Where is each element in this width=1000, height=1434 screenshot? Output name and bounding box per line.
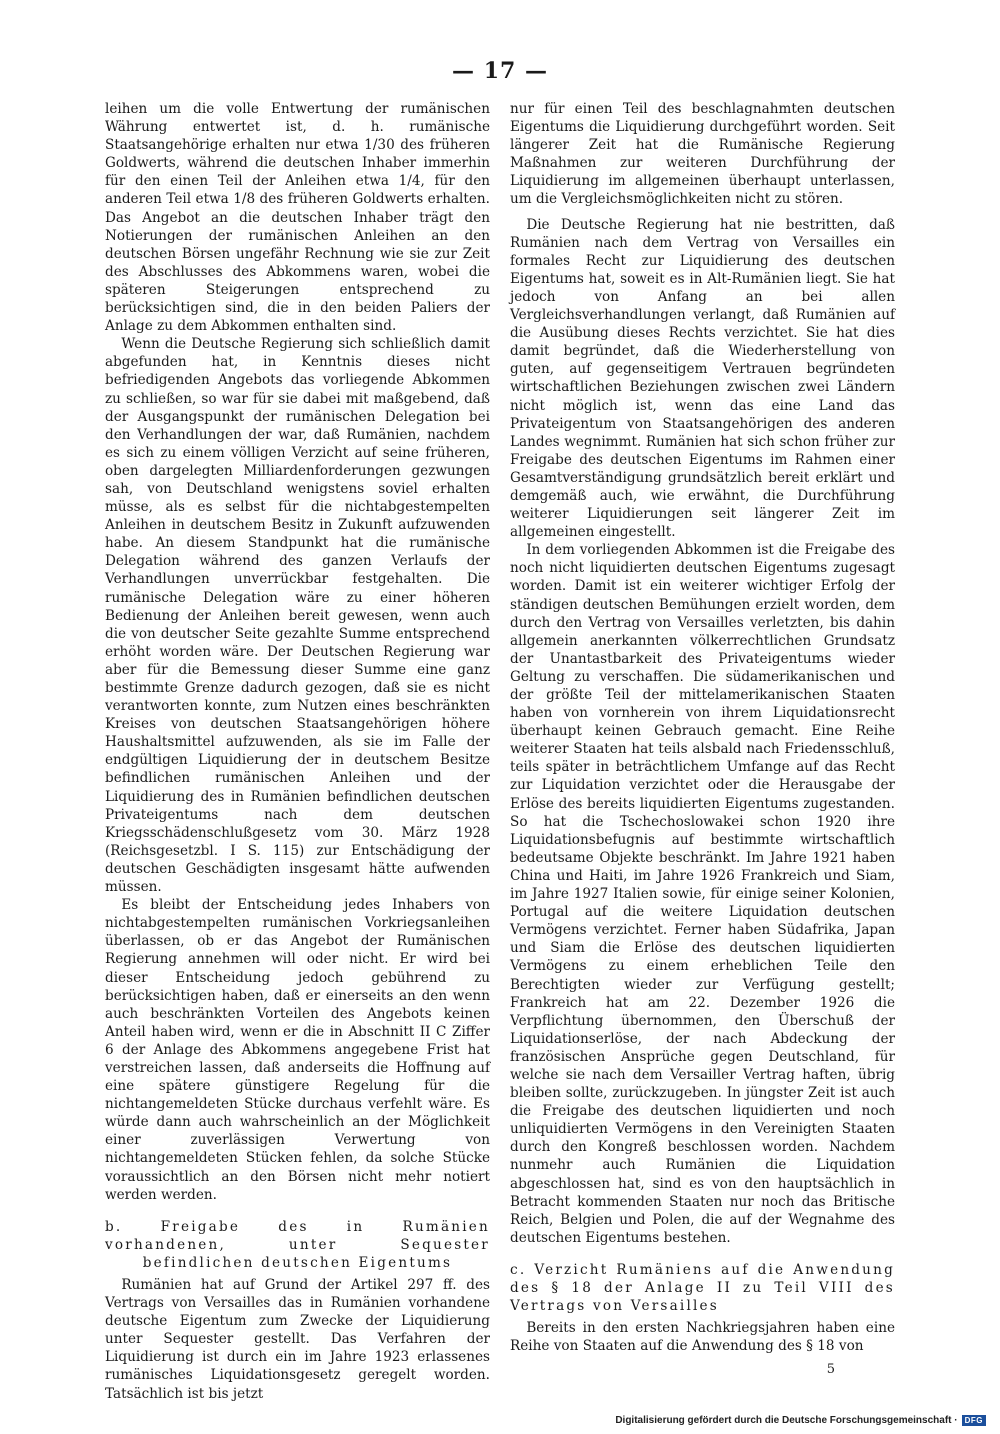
paragraph: Bereits in den ersten Nachkriegsjahren haben eine Reihe von Staaten auf die Anwendung des § 18 von [510, 1320, 895, 1355]
section-heading-b: b. Freigabe des in Rumänien vorhandenen, unter Sequester befindlichen deutschen Eigentums [105, 1218, 490, 1271]
footer [615, 1415, 986, 1426]
footer-text: Digitalisierung gefördert durch die Deutsche Forschungsgemeinschaft · [615, 1415, 958, 1426]
paragraph: Rumänien hat auf Grund der Artikel 297 ff. des Vertrags von Versailles das in Rumänien vorhandene deutsche Eigentum zum Zwecke der Liquidierung unter Sequester gestellt. Das Verfahren der Liquidierung ist durch ein im Jahre 1923 erlassenes rumänisches Liquidationsgesetz geregelt worden. Tatsächlich ist bis jetzt [105, 1277, 490, 1402]
dfg-logo: DFG [962, 1415, 986, 1426]
left-column [105, 100, 490, 1403]
page-number: — 17 — [452, 58, 548, 84]
paragraph: In dem vorliegenden Abkommen ist die Freigabe des noch nicht liquidierten deutschen Eigentums zugesagt worden. Damit ist ein weiterer wichtiger Erfolg der ständigen deutschen Bemühungen erzielt worden, dem durch den Vertrag von Versailles verletzten, bis dahin allgemein anerkannten völkerrechtlichen Grundsatz der Unantastbarkeit des Privateigentums wieder Geltung zu verschaffen. Die südamerikanischen und der größte Teil der mittelamerikanischen Staaten haben von vornherein von ihrem Liquidationsrecht überhaupt keinen Gebrauch gemacht. Eine Reihe weiterer Staaten hat teils alsbald nach Friedensschluß, teils später in beträchtlichem Umfange auf das Recht zur Liquidation verzichtet oder die Herausgabe der Erlöse des bereits liquidierten Eigentums zugestanden. So hat die Tschechoslowakei schon 1920 ihre Liquidationsbefugnis auf bestimmte wirtschaftlich bedeutsame Objekte beschränkt. Im Jahre 1921 haben China und Haiti, im Jahre 1926 Frankreich und Siam, im Jahre 1927 Italien sowie, für einige seiner Kolonien, Portugal auf die weitere Liquidation deutschen Vermögens verzichtet. Ferner haben Südafrika, Japan und Siam die Erlöse des deutschen liquidierten Vermögens zu einem erheblichen Teile den Berechtigten wieder zur Verfügung gestellt; Frankreich hat am 22. Dezember 1926 die Verpflichtung übernommen, den Überschuß der Liquidationserlöse, der nach Abdeckung der französischen Ansprüche gegen Deutschland, für welche sie nach dem Versailler Vertrag haften, übrig bleiben sollte, zurückzugeben. In jüngster Zeit ist auch die Freigabe des deutschen liquidierten und noch unliquidierten Vermögens in den Vereinigten Staaten durch den Kongreß beschlossen worden. Nachdem nunmehr auch Rumänien die Liquidation abgeschlossen hat, sind es von den hauptsächlich in Betracht kommenden Staaten nur noch das Britische Reich, Belgien und Polen, die auf der Wegnahme des deutschen Eigentums bestehen. [510, 542, 895, 1246]
paragraph: Die Deutsche Regierung hat nie bestritten, daß Rumänien nach dem Vertrag von Versailles ein formales Recht zur Liquidierung des deutschen Eigentums hat, soweit es in Alt-Rumänien liegt. Sie hat jedoch von Anfang an bei allen Vergleichsverhandlungen verlangt, daß Rumänien auf die Ausübung dieses Rechts verzichtet. Sie hat dies damit begründet, daß die Wiederherstellung von guten, auf gegenseitigem Vertrauen begründeten wirtschaftlichen Beziehungen zwischen zwei Ländern nicht möglich ist, wenn das eine Land das Privateigentum von Staatsangehörigen des anderen Landes wegnimmt. Rumänien hat sich schon früher zur Freigabe des deutschen Eigentums im Rahmen einer Gesamtverständigung grundsätzlich bereit erklärt und demgemäß auch, wie erwähnt, die Durchführung weiterer Liquidierungen seit längerer Zeit im allgemeinen eingestellt. [510, 216, 895, 541]
paragraph: nur für einen Teil des beschlagnahmten deutschen Eigentums die Liquidierung durchgeführt worden. Seit längerer Zeit hat die Rumänische Regierung Maßnahmen zur weiteren Durchführung der Liquidierung im allgemeinen überhaupt unterlassen, um die Vergleichsmöglichkeiten nicht zu stören. [510, 101, 895, 208]
paragraph: Wenn die Deutsche Regierung sich schließlich damit abgefunden hat, in Kenntnis dieses nicht befriedigenden Angebots das vorliegende Abkommen zu schließen, so war für sie dabei mit maßgebend, daß der Ausgangspunkt der rumänischen Delegation bei den Verhandlungen der war, daß Rumänien, nachdem es sich zu einem völligen Verzicht auf seine früheren, oben dargelegten Milliardenforderungen gezwungen sah, von Deutschland wenigstens soviel erhalten müsse, als es selbst für die nichtabgestempelten Anleihen in deutschem Besitz in Zukunft aufzuwenden habe. An diesem Standpunkt hat die rumänische Delegation während des ganzen Verlaufs der Verhandlungen unverrückbar festgehalten. Die rumänische Delegation wäre zu einer höheren Bedienung der Anleihen bereit gewesen, wenn auch die von deutscher Seite gezahlte Summe entsprechend erhöht worden wäre. Der Deutschen Regierung war aber für die Bemessung dieser Summe eine ganz bestimmte Grenze dadurch gezogen, daß sie es nicht verantworten konnte, zum Nutzen eines beschränkten Kreises von deutschen Staatsangehörigen höhere Haushaltsmittel aufzuwenden, als sie im Falle der endgültigen Liquidierung der in deutschem Besitze befindlichen rumänischen Anleihen und der Liquidierung des in Rumänien befindlichen deutschen Privateigentums nach dem deutschen Kriegsschädenschlußgesetz vom 30. März 1928 (Reichsgesetzbl. I S. 115) zur Entschädigung der deutschen Geschädigten insgesamt hätte aufwenden müssen. [105, 336, 490, 896]
signature-mark: 5 [826, 1362, 835, 1378]
paragraph: leihen um die volle Entwertung der rumänischen Währung entwertet ist, d. h. rumänische Staatsangehörige erhalten nur etwa 1/30 des früheren Goldwerts, während die deutschen Inhaber immerhin für den einen Teil der Anleihen etwa 1/4, für den anderen Teil etwa 1/8 des früheren Goldwerts erhalten. Das Angebot an die deutschen Inhaber trägt den Notierungen der rumänischen Anleihen an den deutschen Börsen ungefähr Rechnung wie sie zur Zeit des Abschlusses des Abkommens waren, wobei die späteren Steigerungen entsprechend zu berücksichtigen sind, die in den beiden Paliers der Anlage zu dem Abkommen enthalten sind. [105, 101, 490, 335]
section-heading-c: c. Verzicht Rumäniens auf die Anwendung des § 18 der Anlage II zu Teil VIII des Vertrags von Versailles [510, 1261, 895, 1315]
right-column [510, 100, 895, 1379]
paragraph: Es bleibt der Entscheidung jedes Inhabers von nichtabgestempelten rumänischen Vorkriegsanleihen überlassen, ob er das Angebot der Rumänischen Regierung annehmen will oder nicht. Er wird bei dieser Entscheidung jedoch gebührend zu berücksichtigen haben, daß er einerseits an den wenn auch beschränkten Vorteilen des Angebots keinen Anteil haben wird, wenn er die in Abschnitt II C Ziffer 6 der Anlage des Abkommens angegebene Frist hat verstreichen lassen, daß anderseits die Hoffnung auf eine spätere günstigere Regelung für die nichtangemeldeten Stücke durchaus verfehlt wäre. Es würde dann auch wahrscheinlich an der Möglichkeit einer zuverlässigen Verwertung von nichtangemeldeten Stücken fehlen, da solche Stücke voraussichtlich an den Börsen nicht mehr notiert werden werden. [105, 897, 490, 1203]
